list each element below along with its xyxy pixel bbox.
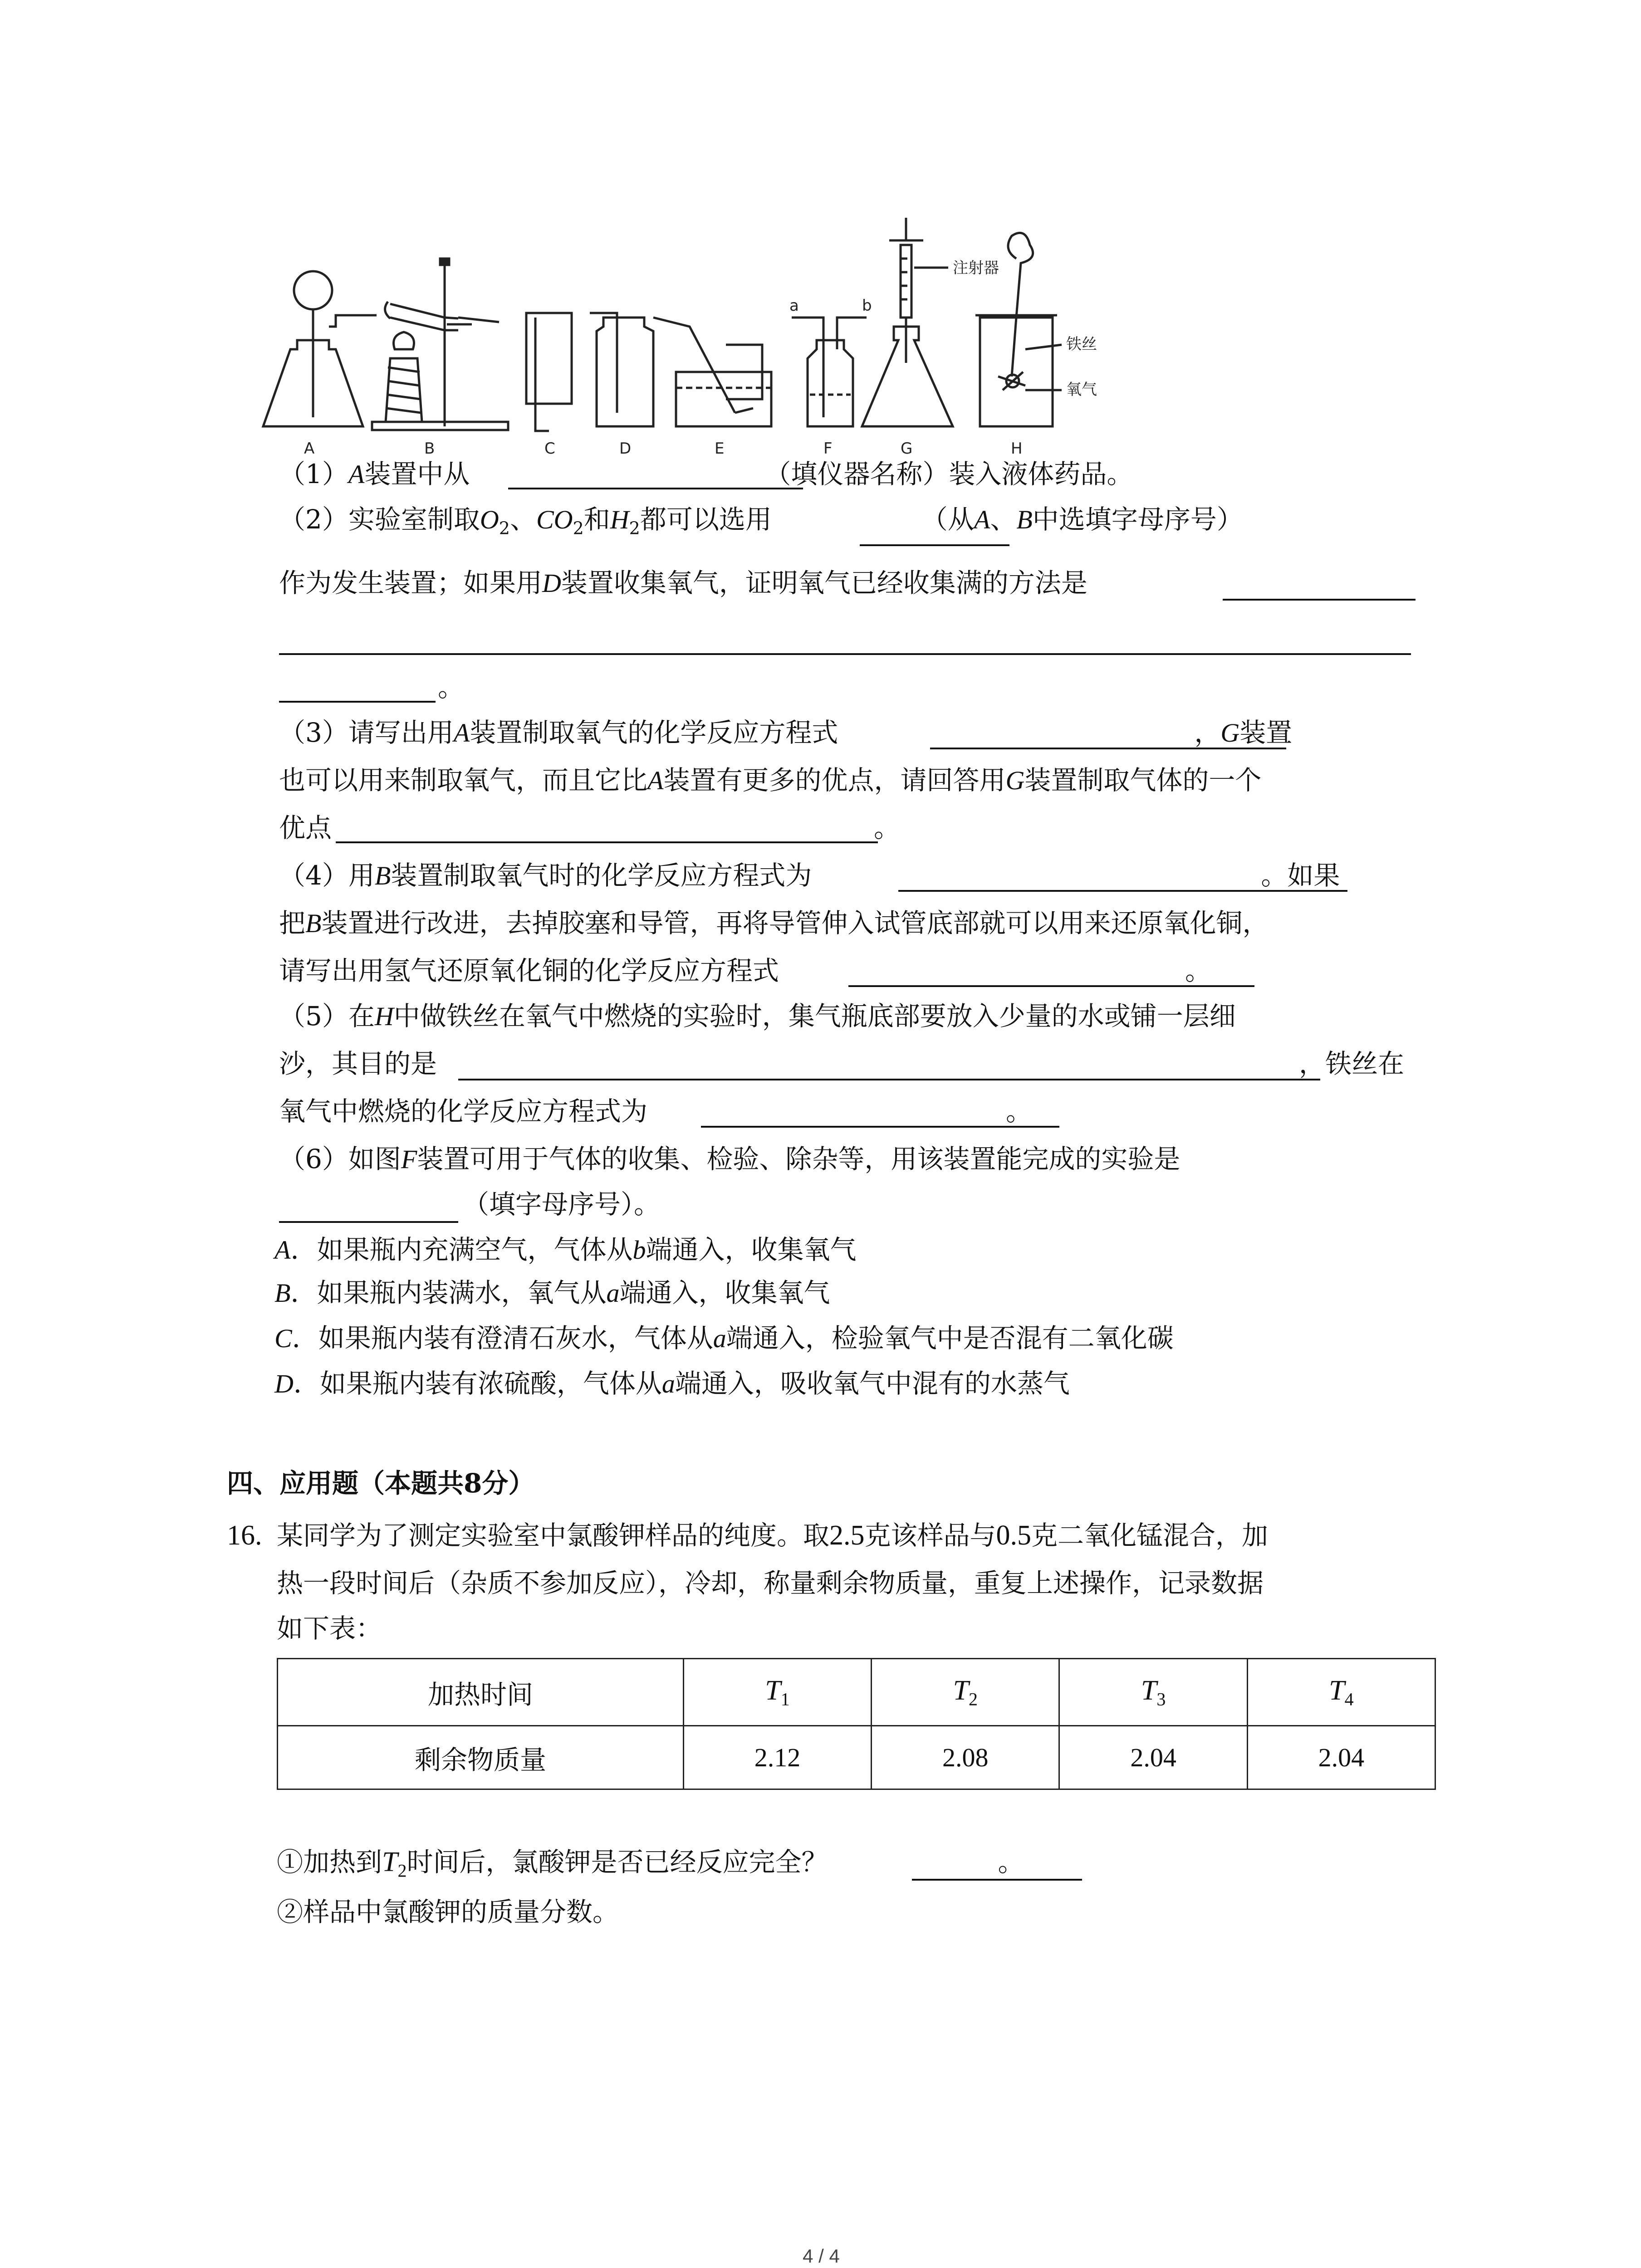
apparatus-e (653, 318, 771, 426)
q4-answer-blank-2[interactable] (848, 985, 1254, 987)
q6-line2: （填字母序号）。 (463, 1189, 661, 1220)
table-row (278, 1659, 1435, 1726)
label-c: C (544, 440, 555, 458)
q16-number: 16. (227, 1520, 262, 1551)
q6-option-a: A．如果瓶内充满空气，气体从b端通入，收集氧气 (274, 1234, 857, 1265)
q2-answer-blank-2a[interactable] (1223, 599, 1416, 601)
q3-answer-blank-2[interactable] (336, 841, 878, 843)
page-number: 4 / 4 (803, 2245, 840, 2267)
q16-line2: 热一段时间后（杂质不参加反应），冷却，称量剩余物质量，重复上述操作，记录数据 (277, 1568, 1264, 1598)
q1-line: （1）A装置中从 （填仪器名称）装入液体药品。 (279, 459, 1133, 489)
table-row (278, 1726, 1435, 1789)
q6-line1: （6）如图F装置可用于气体的收集、检验、除杂等，用该装置能完成的实验是 (279, 1144, 1181, 1174)
q3-line1: （3）请写出用A装置制取氧气的化学反应方程式 ，G装置 (279, 717, 1293, 748)
apparatus-a (263, 271, 377, 426)
label-b: B (424, 440, 435, 458)
q4-line2: 把B装置进行改进，去掉胶塞和导管，再将导管伸入试管底部就可以用来还原氧化铜， (279, 908, 1269, 938)
q5-line1: （5）在H中做铁丝在氧气中燃烧的实验时，集气瓶底部要放入少量的水或铺一层细 (279, 1001, 1236, 1031)
q3-line3: 优点 。 (279, 812, 901, 843)
syringe-label: 注射器 (953, 259, 999, 277)
q6-option-b: B．如果瓶内装满水，氧气从a端通入，收集氧气 (274, 1277, 830, 1308)
apparatus-c (526, 313, 572, 431)
label-f: F (823, 440, 833, 458)
q4-line3: 请写出用氢气还原氧化铜的化学反应方程式 。 (279, 955, 1212, 986)
table-cell: 2.04 (1247, 1726, 1435, 1789)
q6-option-c: C．如果瓶内装有澄清石灰水，气体从a端通入，检验氧气中是否混有二氧化碳 (274, 1323, 1174, 1354)
section-title: 四、应用题（本题共8分） (227, 1468, 535, 1499)
table-cell: 2.12 (683, 1726, 871, 1789)
apparatus-f (792, 318, 867, 426)
label-e: E (715, 440, 725, 458)
q2-answer-blank-1[interactable] (860, 544, 1009, 546)
q2-answer-blank-2b[interactable] (279, 653, 1411, 655)
q2-line1: （2）实验室制取$O_2$、$CO_2$和$H_2$都可以选用 （从A、B中选填字母序号） (279, 504, 1243, 538)
q16-answer-blank[interactable] (912, 1879, 1082, 1881)
q5-line3: 氧气中燃烧的化学反应方程式为 。 (279, 1096, 1033, 1127)
port-b-label: b (862, 297, 872, 315)
label-d: D (619, 440, 632, 458)
label-a: A (304, 440, 315, 458)
apparatus-d (590, 313, 653, 426)
table-header-cell: 加热时间 (278, 1659, 684, 1726)
q16-sub2: ②样品中氯酸钾的质量分数。 (277, 1897, 619, 1927)
data-table (277, 1658, 1436, 1790)
table-header-cell: $T_1$ (683, 1659, 871, 1726)
oxygen-label: 氧气 (1066, 381, 1097, 399)
table-cell: 剩余物质量 (278, 1726, 684, 1789)
table-header-cell: $T_4$ (1247, 1659, 1435, 1726)
q6-option-d: D．如果瓶内装有浓硫酸，气体从a端通入，吸收氧气中混有的水蒸气 (274, 1368, 1070, 1399)
q16-sub1: ①加热到$T_2$时间后，氯酸钾是否已经反应完全？ 。 (277, 1847, 1024, 1881)
q3-answer-blank-1[interactable] (930, 748, 1286, 749)
q5-answer-blank-2[interactable] (701, 1126, 1059, 1128)
q3-line2: 也可以用来制取氧气，而且它比A装置有更多的优点，请回答用G装置制取气体的一个 (279, 765, 1262, 796)
q4-line1: （4）用B装置制取氧气时的化学反应方程式为 。如果 (279, 860, 1340, 891)
q5-line2: 沙，其目的是 ，铁丝在 (279, 1048, 1405, 1079)
q2-answer-blank-2c[interactable] (279, 701, 436, 703)
q2-line2: 作为发生装置；如果用D装置收集氧气，证明氧气已经收集满的方法是 (279, 567, 1087, 598)
table-cell: 2.08 (872, 1726, 1059, 1789)
q5-answer-blank-1[interactable] (458, 1079, 1320, 1080)
table-header-cell: $T_3$ (1059, 1659, 1247, 1726)
table-header-cell: $T_2$ (872, 1659, 1059, 1726)
q2-end: 。 (438, 672, 465, 703)
q16-line1: 16. 某同学为了测定实验室中氯酸钾样品的纯度。取2.5克该样品与0.5克二氧化锰混合，加 (227, 1520, 1269, 1551)
q6-answer-blank[interactable] (279, 1221, 458, 1223)
table-cell: 2.04 (1059, 1726, 1247, 1789)
label-g: G (901, 440, 913, 458)
apparatus-g (862, 218, 953, 426)
apparatus-b (372, 259, 508, 430)
port-a-label: a (789, 297, 799, 315)
q4-answer-blank-1[interactable] (898, 890, 1347, 892)
apparatus-figure (254, 213, 1479, 467)
iron-wire-label: 铁丝 (1066, 335, 1097, 353)
q16-line3: 如下表： (277, 1613, 382, 1644)
label-h: H (1011, 440, 1023, 458)
q1-answer-blank[interactable] (508, 488, 803, 489)
